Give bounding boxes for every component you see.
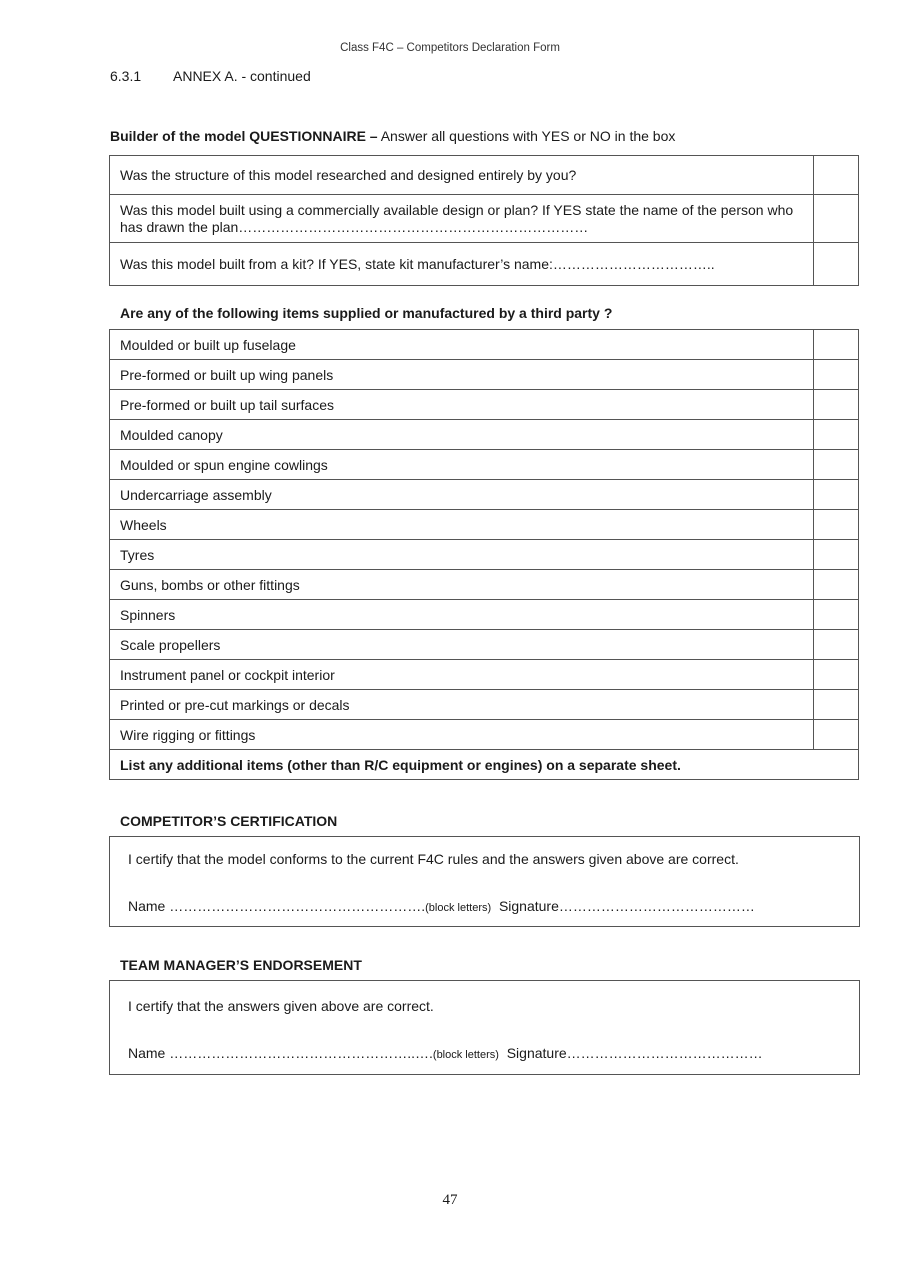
answer-box[interactable] [814, 243, 859, 286]
answer-box[interactable] [814, 390, 859, 420]
question-text: Was this model built from a kit? If YES, state kit manufacturer’s name:…………………………….. [110, 243, 814, 286]
third-party-table [109, 329, 859, 780]
question-row [110, 195, 859, 243]
page-number: 47 [442, 1192, 458, 1208]
answer-box[interactable] [814, 570, 859, 600]
competitor-signature-field[interactable]: Signature…………………………………… [498, 898, 755, 914]
item-row [110, 330, 859, 360]
item-label: Moulded or built up fuselage [110, 330, 814, 360]
answer-box[interactable] [814, 195, 859, 243]
item-row [110, 510, 859, 540]
item-label: Moulded canopy [110, 420, 814, 450]
item-row [110, 600, 859, 630]
third-party-heading: Are any of the following items supplied or manufactured by a third party ? [120, 305, 613, 321]
questionnaire-heading [110, 128, 675, 144]
team-manager-signoff-line [128, 1045, 763, 1061]
competitor-certification-box [109, 836, 860, 927]
question-text: Was this model built using a commercially available design or plan? If YES state the name of the person who has drawn the plan………………………………………………………………… [110, 195, 814, 243]
questionnaire-heading-instruction: Answer all questions with YES or NO in the box [377, 128, 676, 144]
item-row [110, 360, 859, 390]
item-label: Pre-formed or built up tail surfaces [110, 390, 814, 420]
questionnaire-table [109, 155, 859, 286]
item-label: Moulded or spun engine cowlings [110, 450, 814, 480]
item-label: Printed or pre-cut markings or decals [110, 690, 814, 720]
answer-box[interactable] [814, 720, 859, 750]
item-row [110, 450, 859, 480]
answer-box[interactable] [814, 660, 859, 690]
item-row [110, 480, 859, 510]
item-label: Tyres [110, 540, 814, 570]
item-row [110, 630, 859, 660]
item-row [110, 660, 859, 690]
item-row [110, 720, 859, 750]
team-manager-signature-field[interactable]: Signature…………………………………… [506, 1045, 763, 1061]
team-manager-endorsement-box [109, 980, 860, 1075]
additional-items-note: List any additional items (other than R/C equipment or engines) on a separate sheet. [110, 750, 859, 780]
answer-box[interactable] [814, 540, 859, 570]
competitor-certification-heading: COMPETITOR’S CERTIFICATION [120, 813, 338, 829]
team-manager-statement: I certify that the answers given above are correct. [128, 998, 434, 1014]
questionnaire-heading-bold: Builder of the model QUESTIONNAIRE – [110, 128, 378, 144]
team-manager-name-field[interactable]: Name ……………………………………………..…. [128, 1045, 433, 1061]
competitor-signoff-line [128, 898, 755, 914]
answer-box[interactable] [814, 480, 859, 510]
answer-box[interactable] [814, 630, 859, 660]
block-letters-note: (block letters) [432, 1049, 499, 1061]
item-label: Wire rigging or fittings [110, 720, 814, 750]
competitor-name-field[interactable]: Name ………………………………………………. [128, 898, 426, 914]
block-letters-note: (block letters) [425, 902, 492, 914]
page-header: Class F4C – Competitors Declaration Form [340, 42, 560, 54]
question-row [110, 156, 859, 195]
item-label: Pre-formed or built up wing panels [110, 360, 814, 390]
item-row [110, 570, 859, 600]
additional-items-note-row [110, 750, 859, 780]
answer-box[interactable] [814, 360, 859, 390]
section-title: ANNEX A. - continued [173, 68, 311, 84]
team-manager-heading: TEAM MANAGER’S ENDORSEMENT [120, 957, 362, 973]
item-row [110, 540, 859, 570]
item-row [110, 390, 859, 420]
section-number: 6.3.1 [110, 68, 142, 84]
item-label: Guns, bombs or other fittings [110, 570, 814, 600]
answer-box[interactable] [814, 510, 859, 540]
item-label: Scale propellers [110, 630, 814, 660]
answer-box[interactable] [814, 450, 859, 480]
item-row [110, 420, 859, 450]
question-text: Was the structure of this model researched and designed entirely by you? [110, 156, 814, 195]
item-label: Spinners [110, 600, 814, 630]
item-label: Undercarriage assembly [110, 480, 814, 510]
answer-box[interactable] [814, 690, 859, 720]
answer-box[interactable] [814, 330, 859, 360]
question-row [110, 243, 859, 286]
answer-box[interactable] [814, 156, 859, 195]
competitor-statement: I certify that the model conforms to the current F4C rules and the answers given above are correct. [128, 851, 739, 867]
answer-box[interactable] [814, 600, 859, 630]
answer-box[interactable] [814, 420, 859, 450]
item-row [110, 690, 859, 720]
item-label: Instrument panel or cockpit interior [110, 660, 814, 690]
item-label: Wheels [110, 510, 814, 540]
